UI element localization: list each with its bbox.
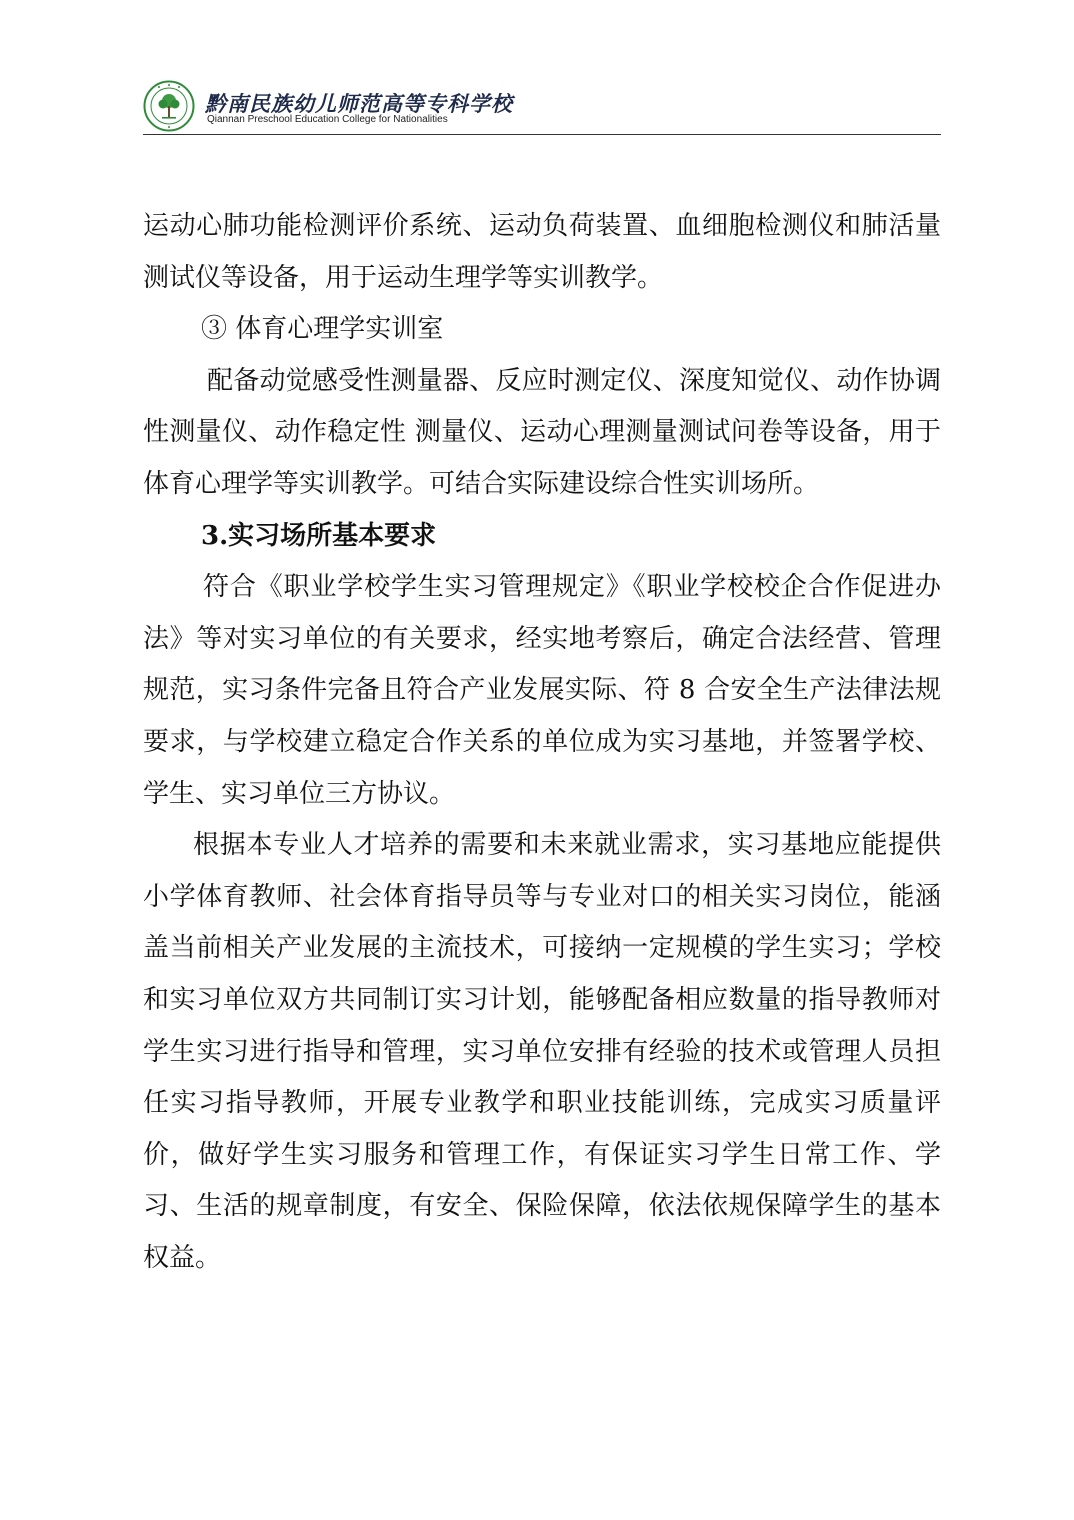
subheading-sports-psychology-lab: ③ 体育心理学实训室 [201,314,444,345]
header-divider [143,134,941,135]
page-header [143,80,941,134]
paragraph-internship-requirements: 符合《职业学校学生实习管理规定》《职业学校校企合作促进办法》等对实习单位的有关要求，经实地考察后，确定合法经营、管理规范，实习条件完备且符合产业发展实际、符 8 合安全生产法律法规要求，与学校建立稳定合作关系的单位成为实习基地，并签署学校、学生、实习单位三方协议。 [143,572,941,809]
paragraph-equipment-psychology: 配备动觉感受性测量器、反应时测定仪、深度知觉仪、动作协调性测量仪、动作稳定性 测量仪、运动心理测量测试问卷等设备，用于体育心理学等实训教学。可结合实际建设综合性实训场所。 [143,365,941,499]
school-name-en: Qiannan Preschool Education College for Nationalities [207,114,448,125]
paragraph-internship-base: 根据本专业人才培养的需要和未来就业需求，实习基地应能提供小学体育教师、社会体育指导员等与专业对口的相关实习岗位，能涵盖当前相关产业发展的主流技术，可接纳一定规模的学生实习；学校和实习单位双方共同制订实习计划，能够配备相应数量的指导教师对学生实习进行指导和管理，实习单位安排有经验的技术或管理人员担任实习指导教师，开展专业教学和职业技能训练，完成实习质量评价，做好学生实习服务和管理工作，有保证实习学生日常工作、学习、生活的规章制度，有安全、保险保障，依法依规保障学生的基本权益。 [143,830,941,1273]
paragraph-equipment-physiology: 运动心肺功能检测评价系统、运动负荷装置、血细胞检测仪和肺活量测试仪等设备，用于运动生理学等实训教学。 [143,211,941,293]
document-body [143,201,941,1284]
section-heading-internship: 3.实习场所基本要求 [201,520,437,551]
school-logo-icon [143,80,195,132]
school-name-cn: 黔南民族幼儿师范高等专科学校 [205,91,513,116]
